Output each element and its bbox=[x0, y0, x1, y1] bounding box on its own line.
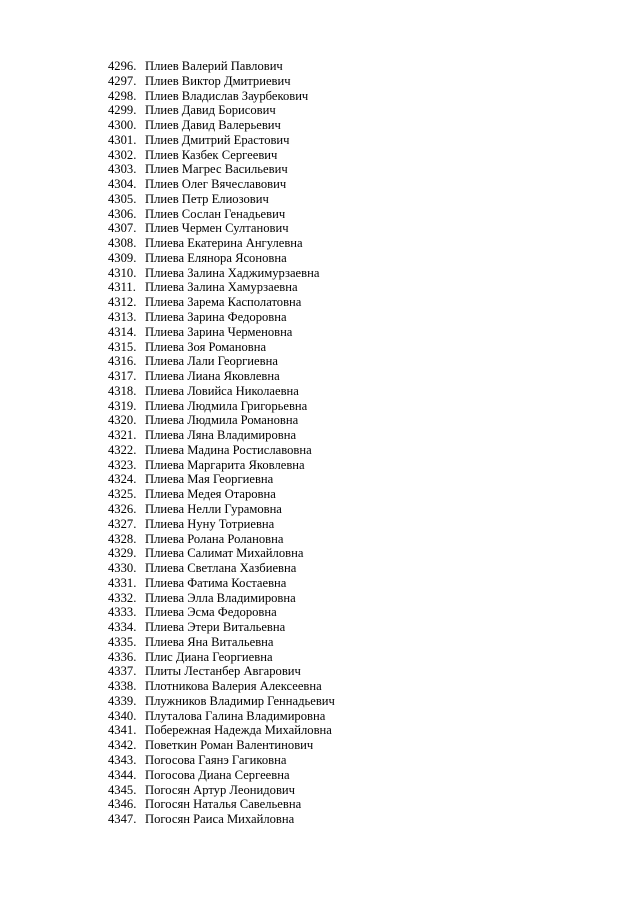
entry-number: 4309. bbox=[108, 250, 137, 265]
list-item bbox=[108, 650, 335, 665]
entry-number: 4310. bbox=[108, 265, 137, 280]
entry-number: 4296. bbox=[108, 59, 137, 73]
list-item bbox=[108, 458, 335, 473]
entry-full-name: Плиева Светлана Хазбиевна bbox=[145, 561, 297, 576]
entry-number: 4299. bbox=[108, 103, 137, 118]
entry-number: 4315. bbox=[108, 339, 137, 354]
entry-number: 4303. bbox=[108, 162, 137, 177]
list-item bbox=[108, 310, 335, 325]
list-item bbox=[108, 221, 335, 236]
entry-number: 4312. bbox=[108, 295, 137, 310]
entry-full-name: Погосян Раиса Михайловна bbox=[145, 812, 295, 827]
entry-number: 4318. bbox=[108, 383, 137, 398]
list-item bbox=[108, 472, 335, 487]
entry-number: 4333. bbox=[108, 605, 137, 620]
entry-full-name: Поветкин Роман Валентинович bbox=[145, 738, 314, 753]
entry-number: 4320. bbox=[108, 413, 137, 428]
entry-full-name: Плотникова Валерия Алексеевна bbox=[145, 679, 322, 694]
list-item bbox=[108, 325, 335, 340]
entry-number: 4345. bbox=[108, 782, 137, 797]
list-item bbox=[108, 620, 335, 635]
list-item bbox=[108, 369, 335, 384]
entry-number: 4347. bbox=[108, 812, 137, 827]
list-item bbox=[108, 664, 335, 679]
entry-full-name: Плиев Казбек Сергеевич bbox=[145, 147, 278, 162]
list-item bbox=[108, 251, 335, 266]
entry-number: 4307. bbox=[108, 221, 137, 236]
list-item bbox=[108, 635, 335, 650]
list-item bbox=[108, 753, 335, 768]
entry-full-name: Плиты Лестанбер Авгарович bbox=[145, 664, 301, 679]
list-item bbox=[108, 709, 335, 724]
entry-number: 4327. bbox=[108, 516, 137, 531]
entry-full-name: Плиева Мая Георгиевна bbox=[145, 472, 274, 487]
list-item bbox=[108, 340, 335, 355]
list-item bbox=[108, 517, 335, 532]
list-item bbox=[108, 783, 335, 798]
entry-number: 4332. bbox=[108, 590, 137, 605]
entry-number: 4328. bbox=[108, 531, 137, 546]
list-item bbox=[108, 487, 335, 502]
entry-number: 4338. bbox=[108, 679, 137, 694]
list-item bbox=[108, 103, 335, 118]
list-item bbox=[108, 546, 335, 561]
list-item bbox=[108, 399, 335, 414]
list-item bbox=[108, 295, 335, 310]
list-item bbox=[108, 162, 335, 177]
entry-full-name: Плиева Лиана Яковлевна bbox=[145, 369, 280, 384]
entry-number: 4330. bbox=[108, 561, 137, 576]
list-item bbox=[108, 133, 335, 148]
entry-full-name: Плиева Екатерина Ангулевна bbox=[145, 236, 303, 251]
entry-full-name: Плиева Зоя Романовна bbox=[145, 339, 267, 354]
list-item bbox=[108, 384, 335, 399]
list-item bbox=[108, 177, 335, 192]
list-item bbox=[108, 723, 335, 738]
entry-number: 4311. bbox=[108, 280, 136, 295]
entry-full-name: Плиева Яна Витальевна bbox=[145, 634, 274, 649]
entry-number: 4331. bbox=[108, 575, 137, 590]
entry-full-name: Плиева Ляна Владимировна bbox=[145, 428, 297, 443]
entry-full-name: Плиева Людмила Григорьевна bbox=[145, 398, 308, 413]
list-item bbox=[108, 354, 335, 369]
list-item bbox=[108, 532, 335, 547]
entry-number: 4297. bbox=[108, 73, 137, 88]
entry-full-name: Плиева Ролана Ролановна bbox=[145, 531, 284, 546]
entry-full-name: Плиев Виктор Дмитриевич bbox=[145, 73, 291, 88]
list-item bbox=[108, 768, 335, 783]
list-item bbox=[108, 679, 335, 694]
entry-number: 4344. bbox=[108, 767, 137, 782]
list-item bbox=[108, 236, 335, 251]
entry-full-name: Плиева Зарина Федоровна bbox=[145, 310, 287, 325]
entry-number: 4314. bbox=[108, 324, 137, 339]
list-item bbox=[108, 192, 335, 207]
entry-full-name: Плиев Петр Елиозович bbox=[145, 191, 269, 206]
list-item bbox=[108, 74, 335, 89]
entry-full-name: Плуталова Галина Владимировна bbox=[145, 708, 326, 723]
list-item bbox=[108, 207, 335, 222]
entry-full-name: Плиева Салимат Михайловна bbox=[145, 546, 304, 561]
entry-full-name: Побережная Надежда Михайловна bbox=[145, 723, 332, 738]
entry-full-name: Плиев Давид Борисович bbox=[145, 103, 276, 118]
entry-number: 4341. bbox=[108, 723, 137, 738]
entry-full-name: Плиева Медея Отаровна bbox=[145, 487, 276, 502]
entry-number: 4317. bbox=[108, 369, 137, 384]
entry-full-name: Погосян Наталья Савельевна bbox=[145, 797, 302, 812]
entry-full-name: Плиева Фатима Костаевна bbox=[145, 575, 287, 590]
entry-number: 4326. bbox=[108, 501, 137, 516]
name-list bbox=[108, 59, 335, 827]
entry-number: 4336. bbox=[108, 649, 137, 664]
list-item bbox=[108, 812, 335, 827]
entry-full-name: Погосян Артур Леонидович bbox=[145, 782, 295, 797]
entry-number: 4340. bbox=[108, 708, 137, 723]
entry-full-name: Плиева Зарема Касполатовна bbox=[145, 295, 302, 310]
entry-full-name: Плиев Чермен Султанович bbox=[145, 221, 289, 236]
entry-full-name: Погосова Гаянэ Гагиковна bbox=[145, 752, 287, 767]
entry-full-name: Погосова Диана Сергеевна bbox=[145, 767, 290, 782]
entry-full-name: Плиева Мадина Ростиславовна bbox=[145, 442, 312, 457]
entry-full-name: Плиев Владислав Заурбекович bbox=[145, 88, 309, 103]
list-item bbox=[108, 738, 335, 753]
entry-full-name: Плиев Давид Валерьевич bbox=[145, 118, 281, 133]
entry-number: 4298. bbox=[108, 88, 137, 103]
list-item bbox=[108, 89, 335, 104]
entry-full-name: Плиев Валерий Павлович bbox=[145, 59, 283, 73]
entry-number: 4329. bbox=[108, 546, 137, 561]
list-item bbox=[108, 576, 335, 591]
entry-full-name: Плиева Элла Владимировна bbox=[145, 590, 296, 605]
list-item bbox=[108, 443, 335, 458]
entry-full-name: Плиева Залина Хамурзаевна bbox=[145, 280, 298, 295]
entry-number: 4313. bbox=[108, 310, 137, 325]
entry-number: 4321. bbox=[108, 428, 137, 443]
list-item bbox=[108, 561, 335, 576]
entry-full-name: Плиев Олег Вячеславович bbox=[145, 177, 287, 192]
list-item bbox=[108, 797, 335, 812]
entry-number: 4316. bbox=[108, 354, 137, 369]
entry-number: 4322. bbox=[108, 442, 137, 457]
entry-full-name: Плиева Эсма Федоровна bbox=[145, 605, 277, 620]
entry-full-name: Плиева Этери Витальевна bbox=[145, 620, 286, 635]
entry-full-name: Плиева Людмила Романовна bbox=[145, 413, 299, 428]
entry-number: 4325. bbox=[108, 487, 137, 502]
entry-full-name: Плиев Дмитрий Ерастович bbox=[145, 132, 290, 147]
entry-full-name: Плиева Нуну Тотриевна bbox=[145, 516, 275, 531]
list-item bbox=[108, 118, 335, 133]
list-item bbox=[108, 266, 335, 281]
entry-number: 4308. bbox=[108, 236, 137, 251]
entry-number: 4343. bbox=[108, 752, 137, 767]
list-item bbox=[108, 148, 335, 163]
list-item bbox=[108, 413, 335, 428]
entry-full-name: Плиева Зарина Черменовна bbox=[145, 324, 293, 339]
entry-number: 4342. bbox=[108, 738, 137, 753]
entry-number: 4304. bbox=[108, 177, 137, 192]
entry-number: 4337. bbox=[108, 664, 137, 679]
entry-number: 4306. bbox=[108, 206, 137, 221]
list-item bbox=[108, 280, 335, 295]
entry-number: 4324. bbox=[108, 472, 137, 487]
entry-number: 4346. bbox=[108, 797, 137, 812]
entry-full-name: Плиева Елянора Ясоновна bbox=[145, 250, 287, 265]
entry-number: 4302. bbox=[108, 147, 137, 162]
entry-full-name: Плиева Залина Хаджимурзаевна bbox=[145, 265, 320, 280]
entry-number: 4305. bbox=[108, 191, 137, 206]
entry-full-name: Плиева Нелли Гурамовна bbox=[145, 501, 282, 516]
entry-full-name: Плиев Сослан Генадьевич bbox=[145, 206, 286, 221]
list-item bbox=[108, 502, 335, 517]
entry-full-name: Плиева Лали Георгиевна bbox=[145, 354, 278, 369]
entry-full-name: Плиев Магрес Васильевич bbox=[145, 162, 288, 177]
entry-number: 4300. bbox=[108, 118, 137, 133]
entry-number: 4335. bbox=[108, 634, 137, 649]
list-item bbox=[108, 605, 335, 620]
list-item bbox=[108, 59, 335, 74]
list-item bbox=[108, 428, 335, 443]
entry-full-name: Плиева Маргарита Яковлевна bbox=[145, 457, 305, 472]
list-item bbox=[108, 694, 335, 709]
entry-full-name: Плиева Ловийса Николаевна bbox=[145, 383, 299, 398]
entry-full-name: Плужников Владимир Геннадьевич bbox=[145, 693, 335, 708]
entry-number: 4323. bbox=[108, 457, 137, 472]
entry-full-name: Плис Диана Георгиевна bbox=[145, 649, 273, 664]
entry-number: 4301. bbox=[108, 132, 137, 147]
entry-number: 4319. bbox=[108, 398, 137, 413]
list-item bbox=[108, 591, 335, 606]
entry-number: 4339. bbox=[108, 693, 137, 708]
entry-number: 4334. bbox=[108, 620, 137, 635]
